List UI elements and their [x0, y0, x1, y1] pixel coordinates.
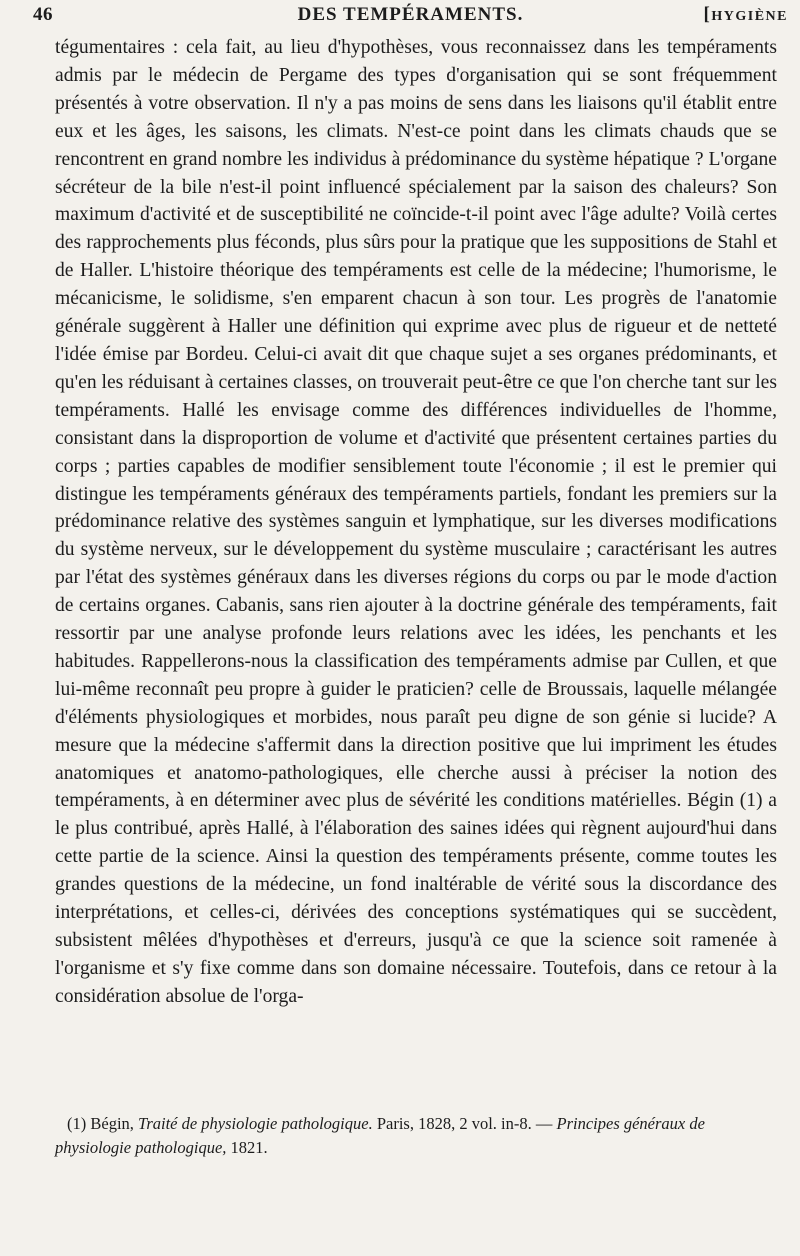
- running-title: DES TEMPÉRAMENTS.: [297, 4, 524, 25]
- footnote-title-2: Principes généraux de physiologie pathologique,: [55, 1114, 705, 1157]
- page-number: 46: [33, 4, 53, 25]
- footnote-details: Paris, 1828, 2 vol. in-8. —: [376, 1114, 553, 1133]
- footnote-title-1: Traité de physiologie pathologique.: [138, 1114, 373, 1133]
- section-tag: [ HYGIÈNE: [704, 4, 788, 26]
- footnote-author: Bégin,: [90, 1114, 134, 1133]
- footnote-marker: (1): [67, 1114, 87, 1133]
- footnote: [55, 1112, 777, 1160]
- page-header: [33, 4, 788, 30]
- body-paragraph: tégumentaires : cela fait, au lieu d'hypothèses, vous reconnaissez dans les tempéraments admis par le médecin de Pergame des types d'organisation qui se sont fréquemment présentés à votre observation. Il n'y a pas moins de sens dans les liaisons qu'il établit entre eux et les âges, les saisons, les climats. N'est-ce point dans les climats chauds que se rencontrent en grand nombre les individus à prédominance du système hépatique ? L'organe sécréteur de la bile n'est-il point influencé spécialement par la saison des chaleurs? Son maximum d'activité et de susceptibilité ne coïncide-t-il point avec l'âge adulte? Voilà certes des rapprochements plus féconds, plus sûrs pour la pratique que les suppositions de Stahl et de Haller. L'histoire théorique des tempéraments est celle de la médecine; l'humorisme, le mécanicisme, le solidisme, s'en emparent chacun à son tour. Les progrès de l'anatomie générale suggèrent à Haller une définition qui exprime avec plus de rigueur et de netteté l'idée émise par Bordeu. Celui-ci avait dit que chaque sujet a ses organes prédominants, et qu'en les réduisant à certaines classes, on trouverait peut-être ce que l'on cherche tant sur les tempéraments. Hallé les envisage comme des différences individuelles de l'homme, consistant dans la disproportion de volume et d'activité que présentent certaines parties du corps ; parties capables de modifier sensiblement toute l'économie ; il est le premier qui distingue les tempéraments généraux des tempéraments partiels, fondant les premiers sur la prédominance relative des systèmes sanguin et lymphatique, sur les diverses modifications du système nerveux, sur le développement du système musculaire ; caractérisant les autres par l'état des systèmes généraux dans les diverses régions du corps ou par le mode d'action de certains organes. Cabanis, sans rien ajouter à la doctrine générale des tempéraments, fait ressortir par une analyse profonde leurs relations avec les idées, les penchants et les habitudes. Rappellerons-nous la classification des tempéraments admise par Cullen, et que lui-même reconnaît peu propre à guider le praticien? celle de Broussais, laquelle mélangée d'éléments physiologiques et morbides, nous paraît peu digne de son génie si lucide? A mesure que la médecine s'affermit dans la direction positive que lui impriment les études anatomiques et anatomo-pathologiques, elle cherche aussi à préciser la notion des tempéraments, à en déterminer avec plus de sévérité les conditions matérielles. Bégin (1) a le plus contribué, après Hallé, à l'élaboration des saines idées qui règnent aujourd'hui dans cette partie de la science. Ainsi la question des tempéraments présente, comme toutes les grandes questions de la médecine, un fond inaltérable de vérité sous la discordance des interprétations, et celles-ci, dérivées des conceptions systématiques qui se succèdent, subsistent mêlées d'hypothèses et d'erreurs, jusqu'à ce que la science soit ramenée à l'organisme et s'y fixe comme dans son domaine nécessaire. Toutefois, dans ce retour à la considération absolue de l'orga-: [55, 37, 777, 1007]
- footnote-year: 1821.: [230, 1138, 268, 1157]
